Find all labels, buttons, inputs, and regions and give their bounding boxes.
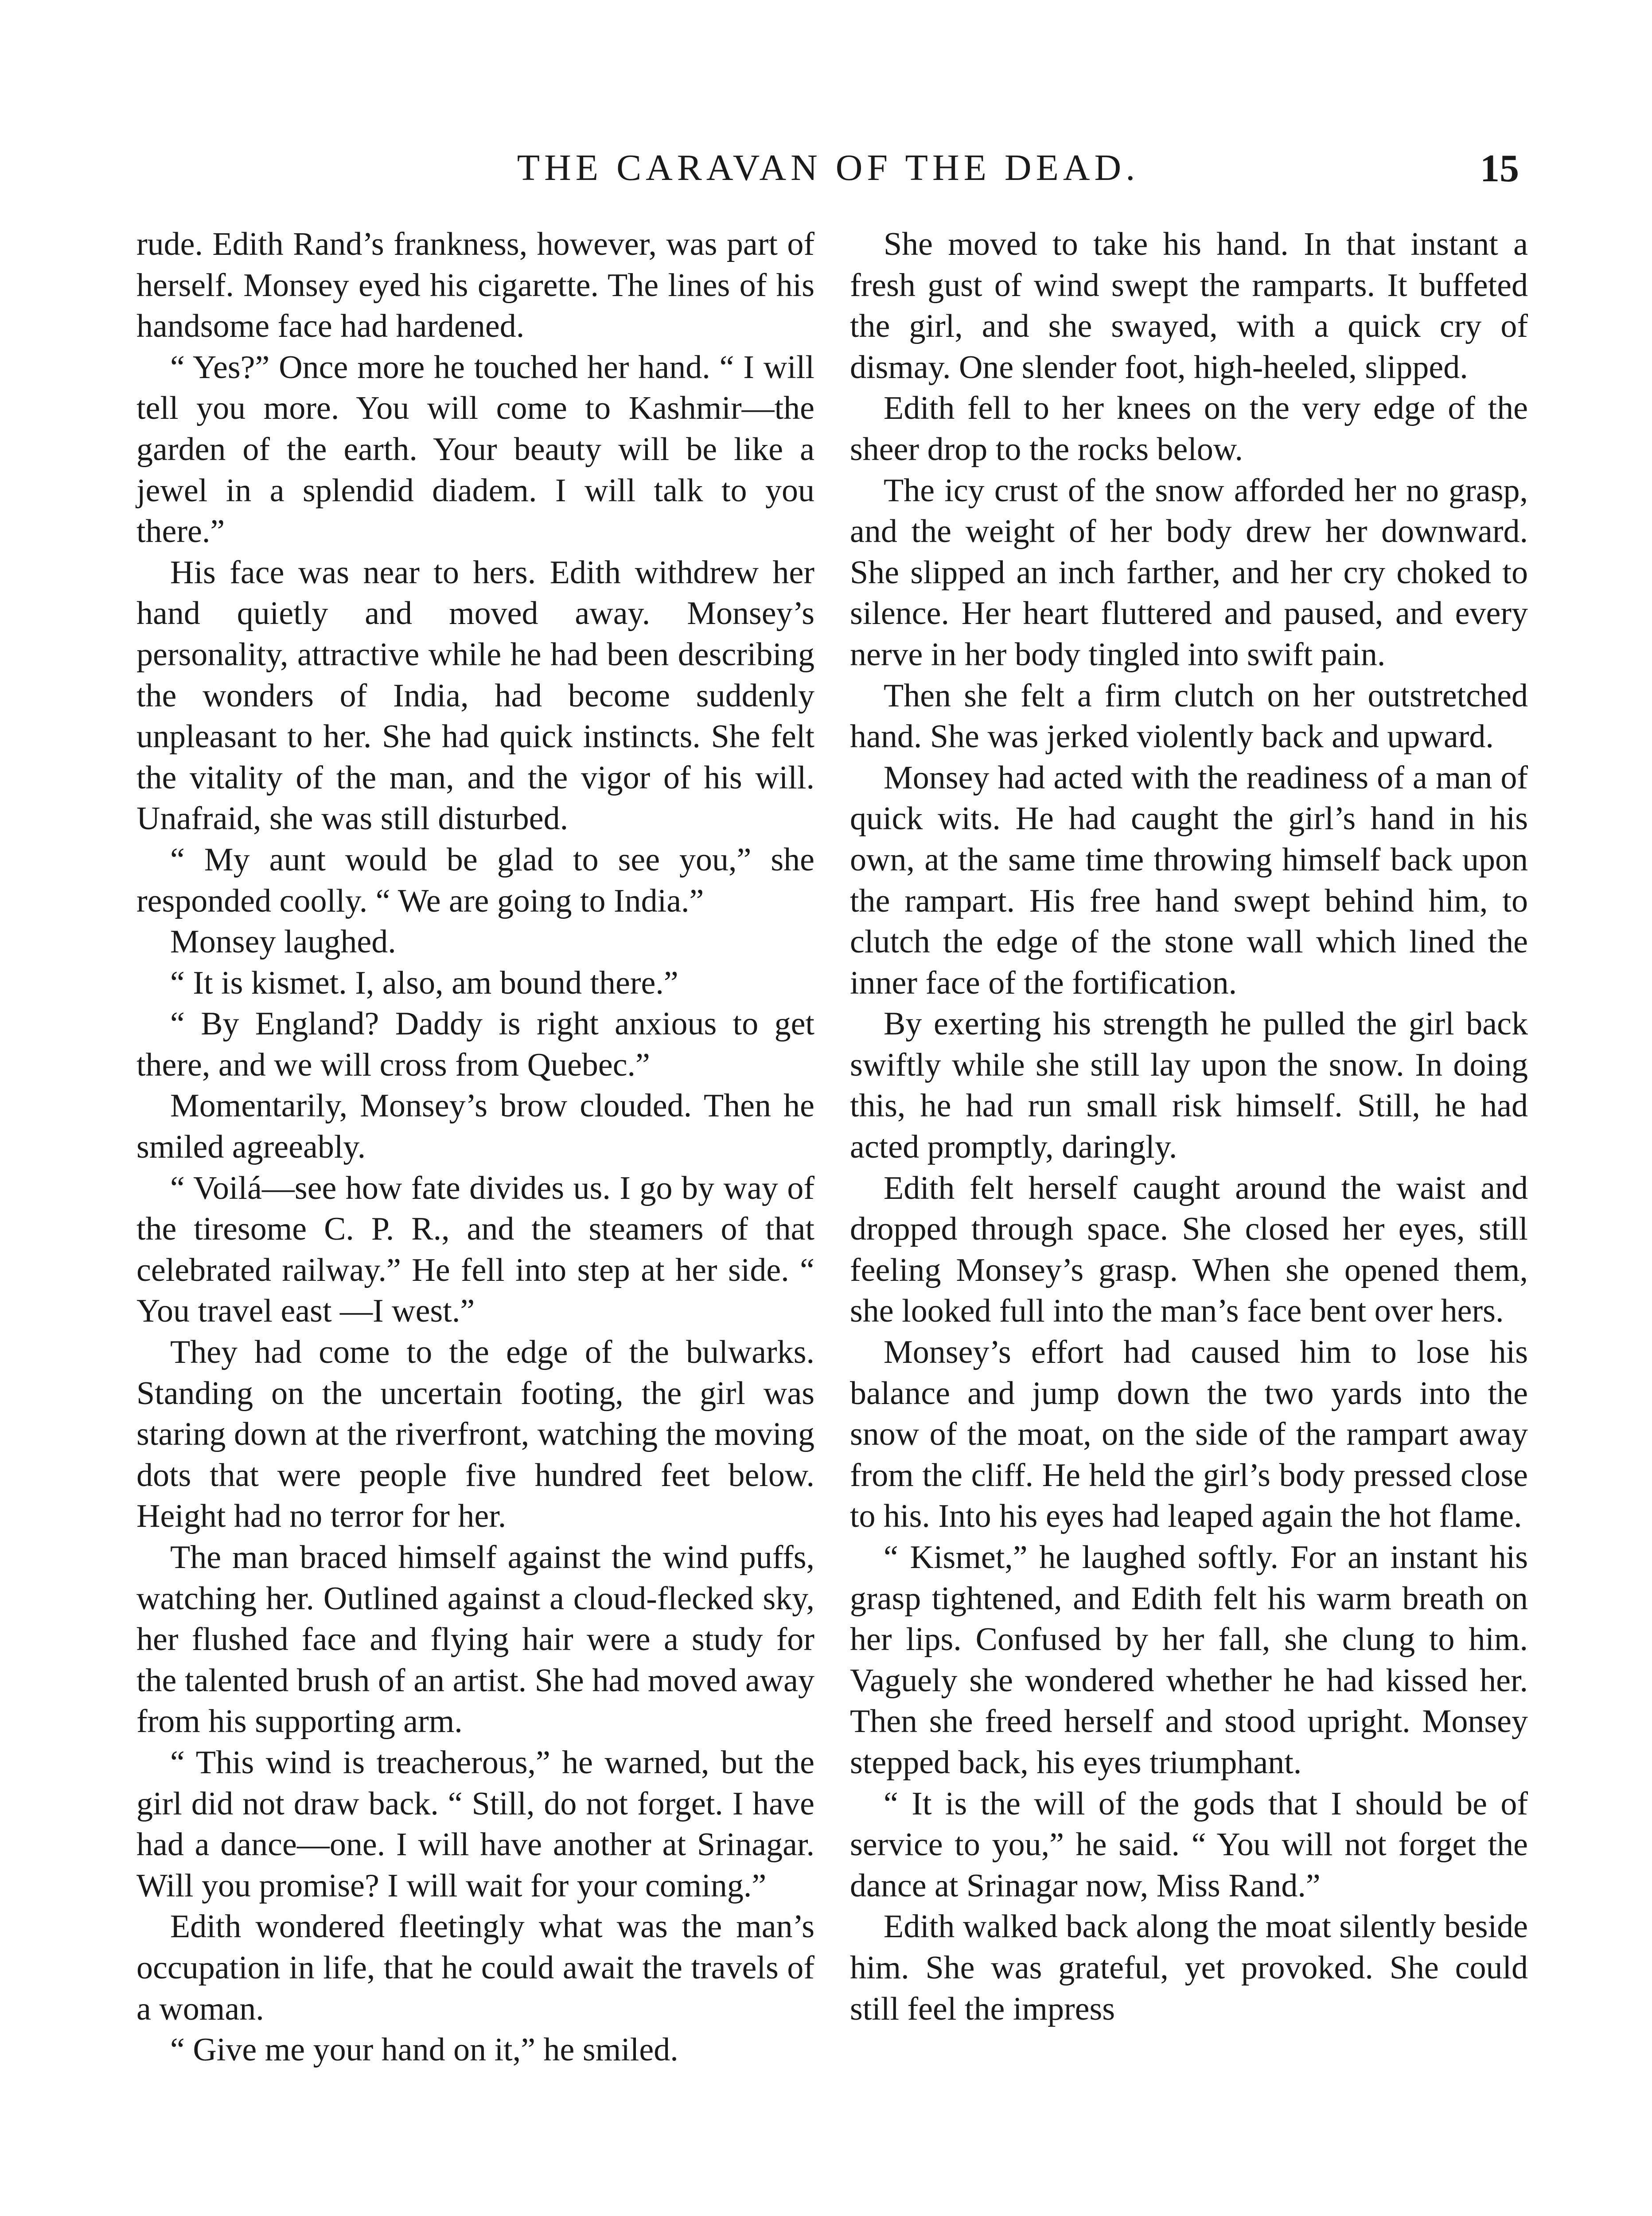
paragraph: “ My aunt would be glad to see you,” she responded coolly. “ We are going to India.” xyxy=(136,841,814,919)
paragraph: “ Voilá—see how fate divides us. I go by way of the tiresome C. P. R., and the steamers of that celebrated railway.” He fell into step at her side. “ You travel east —I west.” xyxy=(136,1170,814,1330)
paragraph: Edith felt herself caught around the waist and dropped through space. She closed her eyes, still feeling Monsey’s grasp. When she opened them, she looked full into the man’s face bent over hers. xyxy=(850,1170,1528,1330)
paragraph: “ Kismet,” he laughed softly. For an instant his grasp tightened, and Edith felt his warm breath on her lips. Confused by her fall, she clung to him. Vaguely she wondered whether he had kissed her. Then she freed herself and stood upright. Monsey stepped back, his eyes triumphant. xyxy=(850,1539,1528,1781)
paragraph: The man braced himself against the wind puffs, watching her. Outlined against a cloud-flecked sky, her flushed face and flying hair were a study for the talented brush of an artist. She had moved away from his supporting arm. xyxy=(136,1539,814,1740)
paragraph: She moved to take his hand. In that instant a fresh gust of wind swept the ramparts. It buffeted the girl, and she swayed, with a quick cry of dismay. One slender foot, high-heeled, slipped. xyxy=(850,226,1528,386)
paragraph: The icy crust of the snow afforded her no grasp, and the weight of her body drew her downward. She slipped an inch farther, and her cry choked to silence. Her heart fluttered and paused, and every nerve in her body tingled into swift pain. xyxy=(850,472,1528,673)
paragraph: Edith walked back along the moat silently beside him. She was grateful, yet provoked. She could still feel the impress xyxy=(850,1908,1528,2027)
paragraph: Monsey’s effort had caused him to lose his balance and jump down the two yards into the snow of the moat, on the side of the rampart away from the cliff. He held the girl’s body pressed close to his. Into his eyes had leaped again the hot flame. xyxy=(850,1334,1528,1535)
paragraph: His face was near to hers. Edith withdrew her hand quietly and moved away. Monsey’s personality, attractive while he had been describing the wonders of India, had become suddenly unpleasant to her. She had quick instincts. She felt the vitality of the man, and the vigor of his will. Unafraid, she was still disturbed. xyxy=(136,554,814,837)
paragraph: They had come to the edge of the bulwarks. Standing on the uncertain footing, the girl was staring down at the riverfront, watching the moving dots that were people five hundred feet below. Height had no terror for her. xyxy=(136,1334,814,1535)
left-text-column xyxy=(136,224,814,2071)
right-text-column xyxy=(850,224,1528,2029)
paragraph: By exerting his strength he pulled the girl back swiftly while she still lay upon the snow. In doing this, he had run small risk himself. Still, he had acted promptly, daringly. xyxy=(850,1006,1528,1166)
paragraph: Monsey had acted with the readiness of a man of quick wits. He had caught the girl’s hand in his own, at the same time throwing himself back upon the rampart. His free hand swept behind him, to clutch the edge of the stone wall which lined the inner face of the fortification. xyxy=(850,759,1528,1001)
page-number: 15 xyxy=(1480,147,1519,190)
paragraph: rude. Edith Rand’s frankness, however, was part of herself. Monsey eyed his cigarette. The lines of his handsome face had hardened. xyxy=(136,226,814,345)
paragraph: Edith wondered fleetingly what was the man’s occupation in life, that he could await the travels of a woman. xyxy=(136,1908,814,2027)
paragraph: “ Give me your hand on it,” he smiled. xyxy=(170,2032,678,2068)
running-title: THE CARAVAN OF THE DEAD. xyxy=(517,147,1140,188)
paragraph: Monsey laughed. xyxy=(170,924,396,960)
paragraph: “ It is kismet. I, also, am bound there.” xyxy=(170,964,678,1001)
paragraph: Then she felt a firm clutch on her outstretched hand. She was jerked violently back and upward. xyxy=(850,677,1528,755)
running-header xyxy=(137,146,1519,199)
paragraph: “ This wind is treacherous,” he warned, but the girl did not draw back. “ Still, do not forget. I have had a dance—one. I will have another at Srinagar. Will you promise? I will wait for your coming.” xyxy=(136,1744,814,1904)
paragraph: “ It is the will of the gods that I should be of service to you,” he said. “ You will not forget the dance at Srinagar now, Miss Rand.” xyxy=(850,1785,1528,1904)
paragraph: Momentarily, Monsey’s brow clouded. Then he smiled agreeably. xyxy=(136,1088,814,1166)
paragraph: Edith fell to her knees on the very edge of the sheer drop to the rocks below. xyxy=(850,390,1528,468)
paragraph: “ By England? Daddy is right anxious to get there, and we will cross from Quebec.” xyxy=(136,1006,814,1083)
paragraph: “ Yes?” Once more he touched her hand. “ I will tell you more. You will come to Kashmir—the garden of the earth. Your beauty will be like a jewel in a splendid diadem. I will talk to you there.” xyxy=(136,349,814,550)
